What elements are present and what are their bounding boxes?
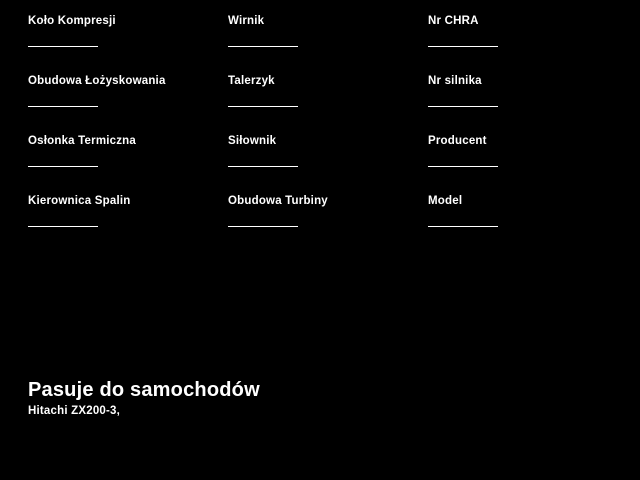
spec-field-kierownica-spalin <box>28 194 228 254</box>
spec-underline <box>428 46 498 47</box>
spec-label: Kierownica Spalin <box>28 195 131 207</box>
spec-label: Nr silnika <box>428 75 482 87</box>
compatibility-title: Pasuje do samochodów <box>28 379 260 401</box>
spec-label: Talerzyk <box>228 75 275 87</box>
spec-underline <box>28 226 98 227</box>
spec-label: Model <box>428 195 463 207</box>
spec-field-model <box>428 194 528 254</box>
spec-label: Koło Kompresji <box>28 15 116 27</box>
spec-underline <box>28 166 98 167</box>
specifications-grid <box>28 14 528 254</box>
spec-label: Osłonka Termiczna <box>28 135 137 147</box>
spec-field-talerzyk <box>228 74 428 134</box>
spec-field-oslonka-termiczna <box>28 134 228 194</box>
spec-label: Obudowa Łożyskowania <box>28 75 166 87</box>
spec-field-obudowa-turbiny <box>228 194 428 254</box>
spec-label: Nr CHRA <box>428 15 479 27</box>
spec-underline <box>228 166 298 167</box>
spec-field-producent <box>428 134 528 194</box>
spec-underline <box>428 106 498 107</box>
spec-underline <box>28 46 98 47</box>
spec-field-silownik <box>228 134 428 194</box>
spec-field-nr-chra <box>428 14 528 74</box>
spec-underline <box>228 106 298 107</box>
spec-label: Producent <box>428 135 487 147</box>
compatibility-section <box>28 378 608 419</box>
spec-field-obudowa-lozyskowania <box>28 74 228 134</box>
spec-label: Wirnik <box>228 15 265 27</box>
spec-field-nr-silnika <box>428 74 528 134</box>
spec-underline <box>28 106 98 107</box>
compatibility-vehicle-list: Hitachi ZX200-3, <box>28 405 121 417</box>
spec-underline <box>228 46 298 47</box>
spec-field-wirnik <box>228 14 428 74</box>
spec-label: Siłownik <box>228 135 277 147</box>
spec-label: Obudowa Turbiny <box>228 195 328 207</box>
spec-underline <box>228 226 298 227</box>
spec-field-kolo-kompresji <box>28 14 228 74</box>
spec-underline <box>428 166 498 167</box>
spec-underline <box>428 226 498 227</box>
